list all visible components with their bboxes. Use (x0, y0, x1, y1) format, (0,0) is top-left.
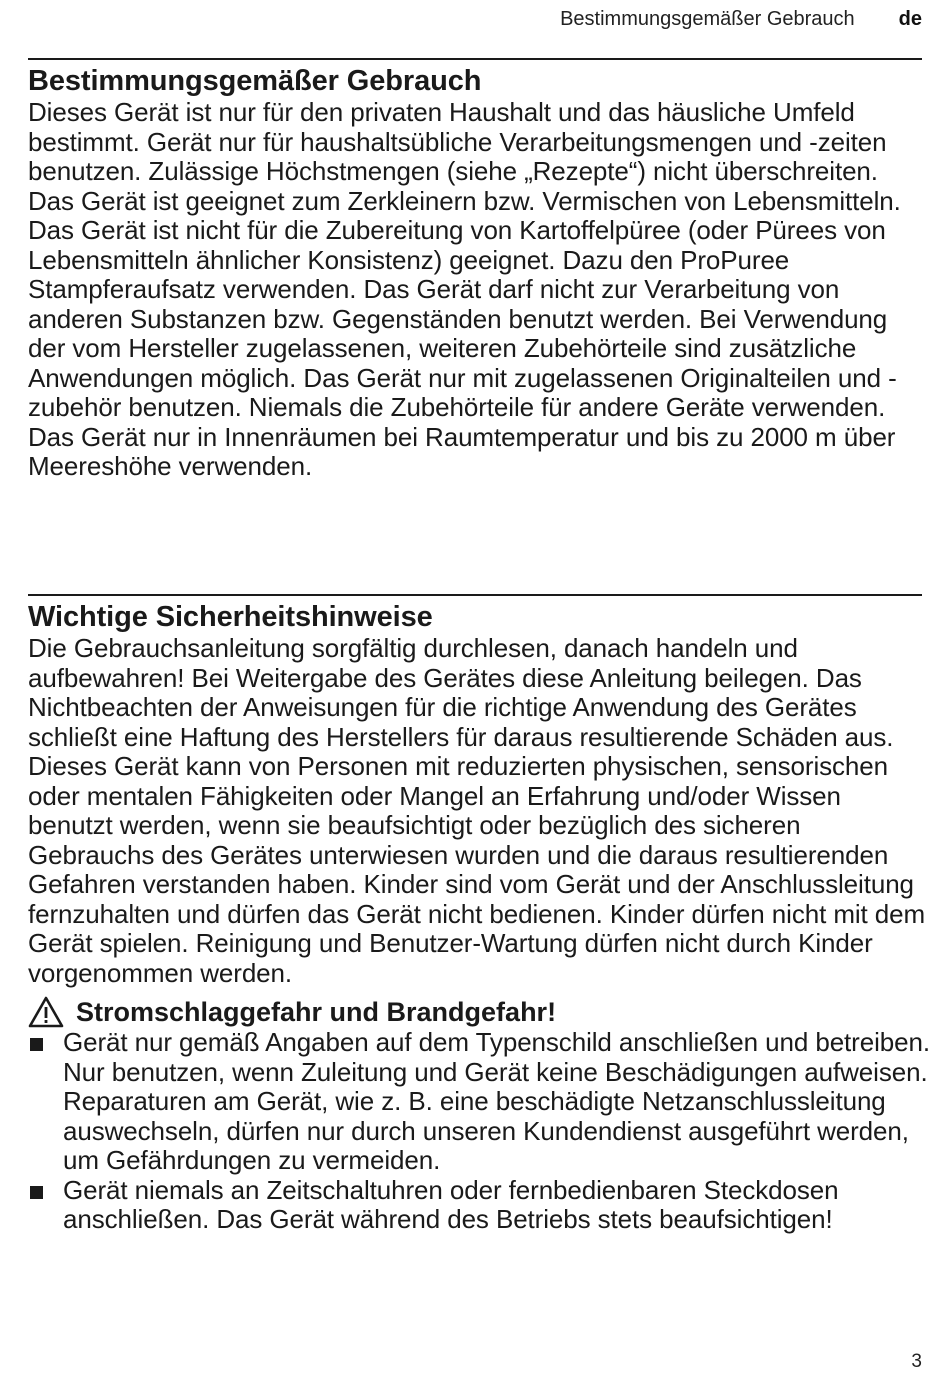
section-safety-instructions (28, 600, 930, 1235)
list-item-text: Gerät niemals an Zeitschaltuhren oder fernbedienbaren Steckdosen anschließen. Das Gerät während des Betriebs stets beaufsichtigen! (63, 1174, 839, 1234)
section-paragraph: Dieses Gerät ist nur für den privaten Haushalt und das häusliche Umfeld bestimmt. Gerät nur für haushaltsübliche Verarbeitungsmengen und -zeiten benutzen. Zulässige Höchstmengen (siehe „Rezepte“) nicht überschreiten. Das Gerät ist geeignet zum Zerkleinern bzw. Vermischen von Lebensmitteln. Das Gerät ist nicht für die Zubereitung von Kartoffelpüree (oder Pürees von Lebensmitteln ähnlicher Konsistenz) geeignet. Dazu den ProPuree Stampferaufsatz verwenden. Das Gerät darf nicht zur Verarbeitung von anderen Substanzen bzw. Gegenständen benutzt werden. Bei Verwendung der vom Hersteller zugelassenen, weiteren Zubehörteile sind zusätzliche Anwendungen möglich. Das Gerät nur mit zugelassenen Originalteilen und -zubehör benutzen. Niemals die Zubehörteile für andere Geräte verwenden. (28, 97, 901, 422)
section-heading: Bestimmungsgemäßer Gebrauch (28, 65, 482, 97)
warning-list (28, 1028, 930, 1235)
section-divider (28, 58, 922, 60)
section-intended-use (28, 64, 930, 482)
warning-heading (28, 996, 930, 1028)
bullet-square-icon (30, 1038, 43, 1051)
list-item (28, 1028, 930, 1176)
bullet-square-icon (30, 1186, 43, 1199)
section-paragraph: Das Gerät nur in Innenräumen bei Raumtemperatur und bis zu 2000 m über Meereshöhe verwenden. (28, 421, 896, 481)
page-number: 3 (911, 1351, 922, 1372)
section-heading: Wichtige Sicherheitshinweise (28, 601, 433, 633)
running-header (560, 6, 922, 32)
warning-triangle-icon (28, 996, 64, 1028)
header-section-title: Bestimmungsgemäßer Gebrauch (560, 7, 855, 30)
list-item-text: Gerät nur gemäß Angaben auf dem Typenschild anschließen und betreiben. Nur benutzen, wenn Zuleitung und Gerät keine Beschädigungen aufweisen. Reparaturen am Gerät, wie z. B. eine beschädigte Netzanschlussleitung auswechseln, dürfen nur durch unseren Kundendienst ausgeführt werden, um Gefährdungen zu vermeiden. (63, 1027, 930, 1175)
list-item (28, 1176, 930, 1235)
warning-title: Stromschlaggefahr und Brandgefahr! (76, 997, 557, 1027)
section-divider (28, 594, 922, 596)
section-paragraph: Die Gebrauchsanleitung sorgfältig durchlesen, danach handeln und aufbewahren! Bei Weitergabe des Gerätes diese Anleitung beilegen. Das Nichtbeachten der Anweisungen für die richtige Anwendung des Gerätes schließt eine Haftung des Herstellers für daraus resultierende Schäden aus. Dieses Gerät kann von Personen mit reduzierten physischen, sensorischen oder mentalen Fähigkeiten oder Mangel an Erfahrung und/oder Wissen benutzt werden, wenn sie beaufsichtigt oder bezüglich des sicheren Gebrauchs des Gerätes unterwiesen wurden und die daraus resultierenden Gefahren verstanden haben. Kinder sind vom Gerät und der Anschlussleitung fernzuhalten und dürfen das Gerät nicht bedienen. Kinder dürfen nicht mit dem Gerät spielen. Reinigung und Benutzer-Wartung dürfen nicht durch Kinder vorgenommen werden. (28, 633, 926, 988)
header-language-code: de (898, 7, 922, 30)
